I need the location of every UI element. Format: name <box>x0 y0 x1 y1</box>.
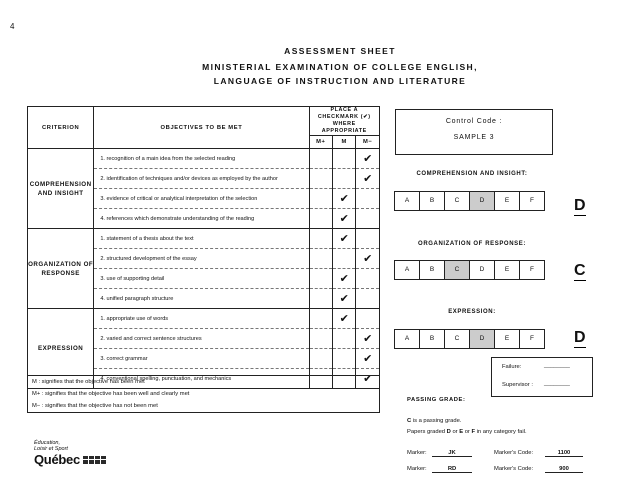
mminus-cell[interactable] <box>356 349 380 369</box>
mplus-header: M+ <box>309 136 332 149</box>
exam-title: MINISTERIAL EXAMINATION OF COLLEGE ENGLISH, <box>202 62 478 72</box>
logo-line-1: Éducation, <box>34 440 60 446</box>
grade-option-a[interactable]: A <box>394 260 420 280</box>
grade-row-expression <box>395 329 545 349</box>
assessment-table <box>27 106 380 389</box>
grade-option-c[interactable]: C <box>444 329 470 349</box>
quebec-logo <box>34 440 106 467</box>
mminus-cell[interactable] <box>356 189 380 209</box>
m-cell[interactable] <box>333 269 356 289</box>
checkmark-icon: ✔ <box>363 253 373 265</box>
grade-row-comprehension <box>395 191 545 211</box>
grade-option-b[interactable]: B <box>419 260 445 280</box>
fail-text-or-1: or <box>450 429 460 435</box>
m-cell[interactable] <box>333 309 356 329</box>
grade-option-d[interactable]: D <box>469 260 495 280</box>
objective-text: 1. appropriate use of words <box>94 309 309 329</box>
m-header: M <box>333 136 356 149</box>
marker-code-label-2: Marker's Code: <box>494 466 534 472</box>
objective-text: 4. references which demonstrate understanding of the reading <box>94 209 309 229</box>
grade-result-expression: D <box>574 329 586 346</box>
mplus-cell[interactable] <box>309 289 332 309</box>
grade-label-expression: EXPRESSION: <box>448 309 496 315</box>
marker-code-label-1: Marker's Code: <box>494 450 534 456</box>
mminus-cell[interactable] <box>356 249 380 269</box>
fail-text-rest: in any category fail. <box>475 429 527 435</box>
fail-grade-f: F <box>471 429 476 435</box>
objective-text: 1. recognition of a main idea from the selected reading <box>94 149 309 169</box>
mminus-cell[interactable] <box>356 269 380 289</box>
failure-value: ________ <box>544 363 570 369</box>
objective-text: 2. identification of techniques and/or devices as employed by the author <box>94 169 309 189</box>
checkmark-instruction: PLACE A CHECKMARK (✔) <box>317 107 371 120</box>
checkmark-icon: ✔ <box>363 373 373 385</box>
grade-option-f[interactable]: F <box>519 191 545 211</box>
mplus-cell[interactable] <box>309 169 332 189</box>
grade-label-comprehension: COMPREHENSION AND INSIGHT: <box>416 171 528 177</box>
m-cell[interactable] <box>333 209 356 229</box>
objective-row <box>28 229 380 249</box>
objective-text: 4. unified paragraph structure <box>94 289 309 309</box>
m-cell[interactable] <box>333 329 356 349</box>
objective-row <box>28 309 380 329</box>
checkmark-icon: ✔ <box>339 313 349 325</box>
fail-grade-d: D <box>446 429 451 435</box>
fleur-de-lis-icon-2 <box>95 456 106 464</box>
marker-code-value-1: 1100 <box>545 450 583 457</box>
m-cell[interactable] <box>333 149 356 169</box>
objectives-header: OBJECTIVES TO BE MET <box>94 107 309 149</box>
grade-option-a[interactable]: A <box>394 329 420 349</box>
objective-text: 2. varied and correct sentence structures <box>94 329 309 349</box>
legend-mminus: M− : signifies that the objective has not been met <box>27 400 380 413</box>
mplus-cell[interactable] <box>309 349 332 369</box>
objective-text: 3. use of supporting detail <box>94 269 309 289</box>
checkmark-header <box>309 107 379 136</box>
control-code-value: SAMPLE 3 <box>453 134 495 141</box>
grade-result-organization: C <box>574 262 586 279</box>
grade-option-c[interactable]: C <box>444 191 470 211</box>
mminus-cell[interactable] <box>356 289 380 309</box>
criterion-cell: EXPRESSION <box>28 309 94 389</box>
m-cell[interactable] <box>333 289 356 309</box>
m-cell[interactable] <box>333 189 356 209</box>
m-cell[interactable] <box>333 249 356 269</box>
control-code-label: Control Code : <box>445 118 503 125</box>
page-number: 4 <box>10 22 15 31</box>
mminus-header: M− <box>356 136 380 149</box>
mplus-cell[interactable] <box>309 249 332 269</box>
fleur-de-lis-icon <box>83 456 94 464</box>
checkmark-icon: ✔ <box>363 173 373 185</box>
criterion-cell: COMPREHENSION AND INSIGHT <box>28 149 94 229</box>
grade-option-b[interactable]: B <box>419 329 445 349</box>
grade-option-d[interactable]: D <box>469 191 495 211</box>
logo-name: Québec <box>34 452 80 467</box>
fail-text-or-2: or <box>463 429 472 435</box>
passing-grade-line-2 <box>407 429 527 435</box>
passing-grade-heading: PASSING GRADE: <box>407 397 466 403</box>
logo-line-2: Loisir et Sport <box>34 446 68 452</box>
checkmark-icon: ✔ <box>339 193 349 205</box>
fail-grade-e: E <box>459 429 464 435</box>
fail-text-a: Papers graded <box>407 429 447 435</box>
failure-box <box>491 357 593 397</box>
mminus-cell[interactable] <box>356 209 380 229</box>
grade-option-b[interactable]: B <box>419 191 445 211</box>
criterion-header: CRITERION <box>28 107 94 149</box>
mminus-cell[interactable] <box>356 149 380 169</box>
objective-text: 3. correct grammar <box>94 349 309 369</box>
grade-row-organization <box>395 260 545 280</box>
supervisor-value: ________ <box>544 381 570 387</box>
objective-text: 4. conventional spelling, punctuation, and mechanics <box>94 369 309 389</box>
marker-value-2: RD <box>432 466 472 473</box>
sheet-title: ASSESSMENT SHEET <box>284 46 396 56</box>
legend-m: M : signifies that the objective has been met <box>27 375 380 388</box>
passing-grade-line-1 <box>407 418 461 424</box>
mplus-cell[interactable] <box>309 269 332 289</box>
objective-text: 1. statement of a thesis about the text <box>94 229 309 249</box>
checkmark-icon: ✔ <box>339 213 349 225</box>
grade-label-organization: ORGANIZATION OF RESPONSE: <box>418 241 526 247</box>
grade-option-a[interactable]: A <box>394 191 420 211</box>
checkmark-icon: ✔ <box>339 293 349 305</box>
checkmark-icon: ✔ <box>363 153 373 165</box>
grade-option-e[interactable]: E <box>494 329 520 349</box>
checkmark-instruction-2: WHERE APPROPRIATE <box>321 121 367 134</box>
failure-label: Failure: <box>502 364 522 370</box>
mplus-cell[interactable] <box>309 229 332 249</box>
grade-option-e[interactable]: E <box>494 260 520 280</box>
passing-grade-letter: C <box>407 418 412 424</box>
m-cell[interactable] <box>333 229 356 249</box>
mminus-cell[interactable] <box>356 329 380 349</box>
grade-option-f[interactable]: F <box>519 260 545 280</box>
m-cell[interactable] <box>333 169 356 189</box>
passing-grade-text: is a passing grade. <box>411 418 462 424</box>
grade-option-f[interactable]: F <box>519 329 545 349</box>
mplus-cell[interactable] <box>309 309 332 329</box>
checkmark-icon: ✔ <box>339 273 349 285</box>
checkmark-icon: ✔ <box>339 233 349 245</box>
objective-text: 3. evidence of critical or analytical interpretation of the selection <box>94 189 309 209</box>
grade-option-e[interactable]: E <box>494 191 520 211</box>
marker-label-1: Marker: <box>407 450 427 456</box>
checkmark-icon: ✔ <box>363 353 373 365</box>
marker-label-2: Marker: <box>407 466 427 472</box>
mplus-cell[interactable] <box>309 149 332 169</box>
mplus-cell[interactable] <box>309 189 332 209</box>
mplus-cell[interactable] <box>309 209 332 229</box>
marker-code-value-2: 900 <box>545 466 583 473</box>
legend <box>27 375 380 413</box>
marker-value-1: JK <box>432 450 472 457</box>
objective-text: 2. structured development of the essay <box>94 249 309 269</box>
control-code-box <box>395 109 553 155</box>
objective-row <box>28 149 380 169</box>
mplus-cell[interactable] <box>309 329 332 349</box>
supervisor-label: Supervisor : <box>502 382 533 388</box>
grade-result-comprehension: D <box>574 197 586 214</box>
criterion-cell: ORGANIZATION OF RESPONSE <box>28 229 94 309</box>
checkmark-icon: ✔ <box>363 333 373 345</box>
grade-option-d[interactable]: D <box>469 329 495 349</box>
exam-subtitle: LANGUAGE OF INSTRUCTION AND LITERATURE <box>213 76 467 86</box>
grade-option-c[interactable]: C <box>444 260 470 280</box>
legend-mplus: M+ : signifies that the objective has been well and clearly met <box>27 388 380 400</box>
m-cell[interactable] <box>333 349 356 369</box>
